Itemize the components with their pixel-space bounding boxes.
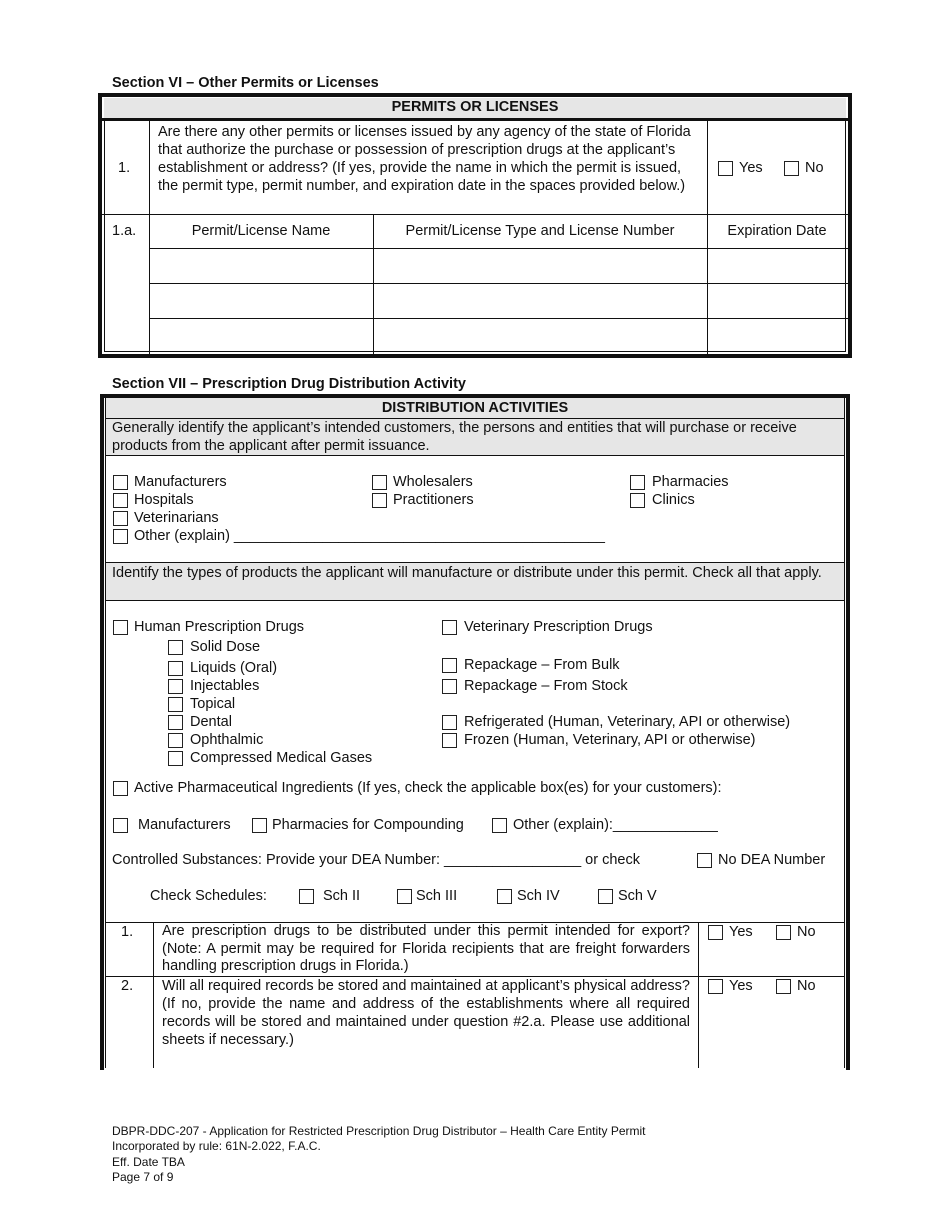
hospitals-label: Hospitals	[134, 492, 194, 508]
sch-v-checkbox[interactable]	[598, 889, 613, 904]
column-header-type: Permit/License Type and License Number	[405, 223, 675, 239]
solid-dose-checkbox[interactable]	[168, 640, 183, 655]
clinics-checkbox[interactable]	[630, 493, 645, 508]
form-title: DBPR-DDC-207 - Application for Restricted Prescription Drug Distributor – Health Care Entity Permit	[112, 1124, 646, 1138]
permits-yes-checkbox[interactable]	[718, 161, 733, 176]
veterinarians-label: Veterinarians	[134, 510, 219, 526]
records-question-text: Will all required records be stored and maintained at applicant’s physical address? (If no, provide the name and address of the establishments where all required records will be stored and maintained under question #2.a. Please use additional sheets if necessary.)	[162, 978, 690, 1048]
manufacturers-label: Manufacturers	[134, 474, 227, 490]
frozen-label: Frozen (Human, Veterinary, API or otherwise)	[464, 732, 756, 748]
wholesalers-checkbox[interactable]	[372, 475, 387, 490]
ophthalmic-label: Ophthalmic	[190, 732, 264, 748]
refrigerated-label: Refrigerated (Human, Veterinary, API or otherwise)	[464, 714, 791, 730]
refrigerated-checkbox[interactable]	[442, 715, 457, 730]
column-header-name: Permit/License Name	[191, 223, 331, 239]
api-manufacturers-checkbox[interactable]	[113, 818, 128, 833]
repack-bulk-checkbox[interactable]	[442, 658, 457, 673]
practitioners-checkbox[interactable]	[372, 493, 387, 508]
section-6-title: Section VI – Other Permits or Licenses	[112, 75, 379, 91]
other-customer-checkbox[interactable]	[113, 529, 128, 544]
api-checkbox[interactable]	[113, 781, 128, 796]
medical-gases-checkbox[interactable]	[168, 751, 183, 766]
records-yes-checkbox[interactable]	[708, 979, 723, 994]
schedules-label: Check Schedules:	[150, 888, 267, 904]
no-dea-label: No DEA Number	[718, 852, 826, 868]
page-number: Page 7 of 9	[112, 1169, 174, 1184]
sch-ii-label: Sch II	[323, 888, 361, 904]
distribution-header: DISTRIBUTION ACTIVITIES	[381, 400, 569, 416]
api-manufacturers-label: Manufacturers	[138, 817, 231, 833]
customers-prompt: Generally identify the applicant’s intended customers, the persons and entities that will purchase or receive products from the applicant after permit issuance.	[112, 420, 797, 454]
no-label: No	[797, 978, 816, 994]
repack-stock-label: Repackage – From Stock	[464, 678, 628, 694]
records-no-checkbox[interactable]	[776, 979, 791, 994]
sch-ii-checkbox[interactable]	[299, 889, 314, 904]
sch-iv-label: Sch IV	[517, 888, 560, 904]
question-number: 1.a.	[112, 223, 137, 239]
practitioners-label: Practitioners	[393, 492, 474, 508]
sch-iii-label: Sch III	[416, 888, 458, 904]
products-prompt: Identify the types of products the applicant will manufacture or distribute under this permit. Check all that apply.	[112, 565, 822, 581]
footer	[112, 1124, 646, 1185]
wholesalers-label: Wholesalers	[393, 474, 473, 490]
export-question-text: Are prescription drugs to be distributed under this permit intended for export? (Note: A permit may be required for Florida recipients that are freight forwarders handling prescription drugs in Florida.)	[162, 923, 690, 974]
expiration-cell[interactable]	[709, 250, 845, 281]
hospitals-checkbox[interactable]	[113, 493, 128, 508]
vet-rx-checkbox[interactable]	[442, 620, 457, 635]
veterinarians-checkbox[interactable]	[113, 511, 128, 526]
human-rx-checkbox[interactable]	[113, 620, 128, 635]
injectables-label: Injectables	[190, 678, 260, 694]
topical-checkbox[interactable]	[168, 697, 183, 712]
repack-bulk-label: Repackage – From Bulk	[464, 657, 620, 673]
repack-stock-checkbox[interactable]	[442, 679, 457, 694]
frozen-checkbox[interactable]	[442, 733, 457, 748]
no-label: No	[797, 924, 816, 940]
medical-gases-label: Compressed Medical Gases	[190, 750, 373, 766]
api-label: Active Pharmaceutical Ingredients (If yes, check the applicable box(es) for your customers):	[134, 780, 722, 796]
dental-checkbox[interactable]	[168, 715, 183, 730]
topical-label: Topical	[190, 696, 236, 712]
dea-number-field[interactable]: Controlled Substances: Provide your DEA Number: _________________ or check	[112, 852, 640, 868]
other-customer-label[interactable]: Other (explain) ______________________________________________	[134, 528, 605, 544]
api-other-label[interactable]: Other (explain):_____________	[513, 817, 718, 833]
permits-header: PERMITS OR LICENSES	[391, 99, 559, 115]
question-number: 2.	[121, 978, 134, 994]
pharmacies-label: Pharmacies	[652, 474, 729, 490]
liquids-label: Liquids (Oral)	[190, 660, 278, 676]
no-dea-checkbox[interactable]	[697, 853, 712, 868]
permit-type-cell[interactable]	[375, 250, 705, 281]
sch-v-label: Sch V	[618, 888, 657, 904]
question-number: 1.	[121, 924, 134, 940]
clinics-label: Clinics	[652, 492, 695, 508]
sch-iv-checkbox[interactable]	[497, 889, 512, 904]
human-rx-label: Human Prescription Drugs	[134, 619, 305, 635]
permits-question-text: Are there any other permits or licenses issued by any agency of the state of Florida that authorize the purchase or possession of prescription drugs at the applicant’s establishment or address? (If yes, provide the name in which the permit is issued, the permit type, permit number, and expiration date in the spaces provided below.)	[158, 124, 691, 194]
permits-no-checkbox[interactable]	[784, 161, 799, 176]
column-header-expiration: Expiration Date	[727, 223, 827, 239]
export-yes-checkbox[interactable]	[708, 925, 723, 940]
yes-label: Yes	[739, 160, 763, 176]
export-no-checkbox[interactable]	[776, 925, 791, 940]
api-pharmacies-label: Pharmacies for Compounding	[272, 817, 464, 833]
ophthalmic-checkbox[interactable]	[168, 733, 183, 748]
permit-name-cell[interactable]	[151, 250, 371, 281]
effective-date: Eff. Date TBA	[112, 1154, 185, 1169]
injectables-checkbox[interactable]	[168, 679, 183, 694]
question-number: 1.	[118, 160, 131, 176]
section-7-title: Section VII – Prescription Drug Distribution Activity	[112, 376, 466, 392]
liquids-checkbox[interactable]	[168, 661, 183, 676]
sch-iii-checkbox[interactable]	[397, 889, 412, 904]
dental-label: Dental	[190, 714, 232, 730]
manufacturers-checkbox[interactable]	[113, 475, 128, 490]
api-other-checkbox[interactable]	[492, 818, 507, 833]
yes-label: Yes	[729, 924, 753, 940]
rule-reference: Incorporated by rule: 61N-2.022, F.A.C.	[112, 1139, 321, 1154]
api-pharmacies-checkbox[interactable]	[252, 818, 267, 833]
no-label: No	[805, 160, 824, 176]
vet-rx-label: Veterinary Prescription Drugs	[464, 619, 653, 635]
yes-label: Yes	[729, 978, 753, 994]
solid-dose-label: Solid Dose	[190, 639, 261, 655]
pharmacies-checkbox[interactable]	[630, 475, 645, 490]
